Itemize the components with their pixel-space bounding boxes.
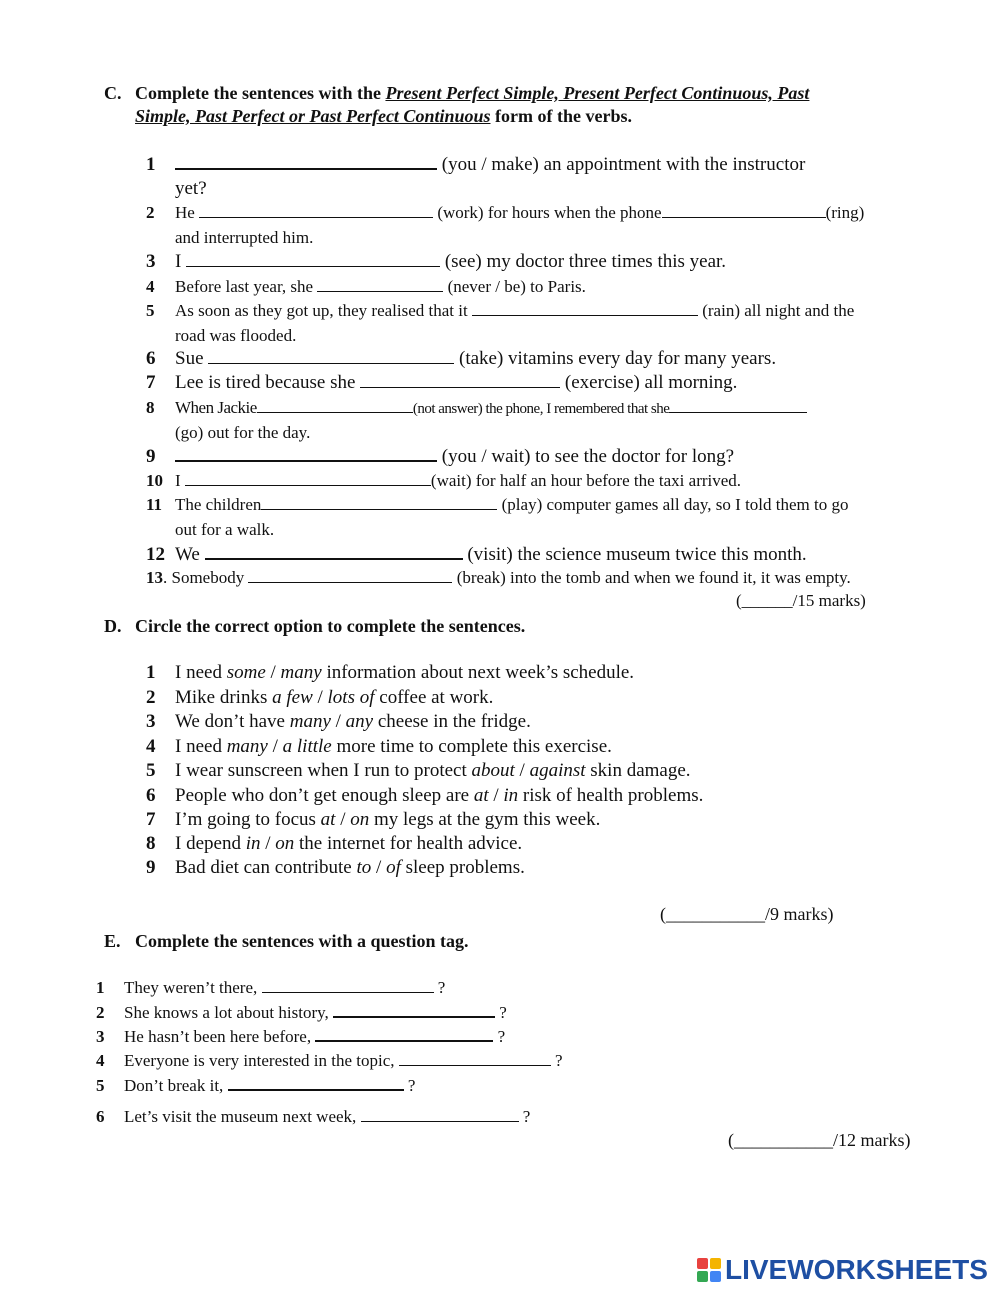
answer-blank[interactable] bbox=[186, 250, 440, 267]
question-mark: ? bbox=[493, 1027, 506, 1046]
answer-blank[interactable] bbox=[361, 1105, 519, 1122]
section-c-marks: (______/15 marks) bbox=[736, 591, 866, 610]
d-item-7 bbox=[146, 808, 946, 832]
item-text: She knows a lot about history, bbox=[124, 1003, 334, 1022]
option-1[interactable]: at bbox=[473, 785, 489, 806]
item-number: 12 bbox=[146, 544, 165, 565]
item-text: I need bbox=[175, 662, 227, 683]
item-number: 6 bbox=[96, 1107, 105, 1126]
item-text: I bbox=[175, 251, 187, 272]
item-text: Let’s visit the museum next week, bbox=[124, 1107, 361, 1126]
answer-blank[interactable] bbox=[185, 469, 431, 486]
c-item-2 bbox=[146, 201, 946, 225]
c-item-4 bbox=[146, 275, 946, 299]
item-text: coffee at work. bbox=[374, 687, 494, 708]
item-text: He bbox=[175, 203, 200, 222]
item-text: People who don’t get enough sleep are bbox=[175, 785, 474, 806]
item-text: risk of health problems. bbox=[518, 785, 704, 806]
item-number: 8 bbox=[146, 398, 155, 417]
item-text: (ring) bbox=[825, 203, 865, 222]
option-1[interactable]: many bbox=[289, 711, 331, 732]
section-d-heading bbox=[104, 615, 525, 638]
section-e-instr: Complete the sentences with a question tag. bbox=[135, 931, 469, 951]
answer-blank[interactable] bbox=[257, 396, 413, 413]
section-c-instr-start: Complete the sentences with the bbox=[135, 83, 386, 103]
section-e-heading bbox=[104, 930, 468, 953]
item-number: 3 bbox=[96, 1027, 105, 1046]
item-text: sleep problems. bbox=[400, 857, 525, 878]
question-mark: ? bbox=[433, 978, 446, 997]
question-mark: ? bbox=[518, 1107, 531, 1126]
item-number: 3 bbox=[146, 251, 156, 272]
answer-blank[interactable] bbox=[360, 371, 560, 388]
item-text: Before last year, she bbox=[175, 277, 318, 296]
question-mark: ? bbox=[403, 1076, 416, 1095]
item-number: 10 bbox=[146, 471, 163, 490]
c-item-1-cont: yet? bbox=[175, 178, 207, 199]
c-item-6 bbox=[146, 347, 946, 371]
option-2[interactable]: against bbox=[529, 760, 586, 781]
item-text: skin damage. bbox=[585, 760, 691, 781]
item-number: 2 bbox=[146, 203, 155, 222]
item-number: 5 bbox=[146, 760, 156, 781]
item-text: (you / wait) to see the doctor for long? bbox=[437, 446, 735, 467]
option-separator: / bbox=[267, 736, 283, 757]
item-number: 13 bbox=[146, 568, 163, 587]
c-item-8 bbox=[146, 396, 946, 421]
e-item-6 bbox=[96, 1105, 530, 1129]
item-text: (play) computer games all day, so I told them to go bbox=[497, 495, 849, 514]
answer-blank[interactable] bbox=[315, 1024, 493, 1042]
c-item-11 bbox=[146, 493, 946, 517]
answer-blank[interactable] bbox=[199, 201, 433, 218]
item-text: (break) into the tomb and when we found it, it was empty. bbox=[452, 568, 851, 587]
item-text: information about next week’s schedule. bbox=[321, 662, 635, 683]
item-text: As soon as they got up, they realised that it bbox=[175, 301, 472, 320]
liveworksheets-logo bbox=[697, 1254, 988, 1286]
item-number: 6 bbox=[146, 785, 156, 806]
item-text: We bbox=[175, 544, 205, 565]
option-2[interactable]: on bbox=[350, 809, 370, 830]
c-item-1 bbox=[146, 152, 946, 177]
item-number: 5 bbox=[146, 301, 155, 320]
d-item-3 bbox=[146, 710, 946, 734]
c-item-8-cont: (go) out for the day. bbox=[175, 423, 311, 442]
d-item-9 bbox=[146, 856, 946, 880]
item-number: 8 bbox=[146, 833, 156, 854]
option-1[interactable]: at bbox=[320, 809, 336, 830]
answer-blank[interactable] bbox=[261, 493, 497, 510]
e-item-3 bbox=[96, 1024, 505, 1049]
logo-text: LIVEWORKSHEETS bbox=[725, 1254, 988, 1285]
option-separator: / bbox=[312, 687, 328, 708]
item-text: my legs at the gym this week. bbox=[369, 809, 601, 830]
option-1[interactable]: many bbox=[226, 736, 268, 757]
item-text: Bad diet can contribute bbox=[175, 857, 357, 878]
e-item-2 bbox=[96, 1000, 507, 1025]
item-text: (not answer) the phone, I remembered that she bbox=[412, 401, 670, 417]
item-text: When Jackie bbox=[175, 398, 257, 417]
answer-blank[interactable] bbox=[399, 1049, 551, 1066]
item-text: the internet for health advice. bbox=[294, 833, 523, 854]
item-text: He hasn’t been here before, bbox=[124, 1027, 316, 1046]
item-text: Lee is tired because she bbox=[175, 372, 361, 393]
d-item-2 bbox=[146, 686, 946, 710]
option-2[interactable]: lots of bbox=[327, 687, 375, 708]
item-text: I depend bbox=[175, 833, 246, 854]
item-text: I bbox=[175, 471, 185, 490]
c-item-7 bbox=[146, 371, 946, 395]
c-item-2-cont: and interrupted him. bbox=[175, 228, 314, 247]
logo-square bbox=[710, 1258, 721, 1269]
c-item-11-cont: out for a walk. bbox=[175, 520, 275, 539]
item-number: 2 bbox=[96, 1003, 105, 1022]
answer-blank[interactable] bbox=[208, 347, 454, 364]
item-text: Don’t break it, bbox=[124, 1076, 228, 1095]
item-number: 9 bbox=[146, 857, 156, 878]
item-text: (exercise) all morning. bbox=[560, 372, 738, 393]
option-separator: / bbox=[260, 833, 276, 854]
answer-blank[interactable] bbox=[205, 542, 463, 560]
item-number: 5 bbox=[96, 1076, 105, 1095]
c-item-3 bbox=[146, 250, 946, 274]
e-item-5 bbox=[96, 1073, 415, 1098]
item-text: Sue bbox=[175, 348, 209, 369]
item-text: Mike drinks bbox=[175, 687, 273, 708]
answer-blank[interactable] bbox=[669, 396, 807, 413]
option-1[interactable]: some bbox=[226, 662, 266, 683]
item-number: 2 bbox=[146, 687, 156, 708]
logo-square bbox=[697, 1271, 708, 1282]
option-2[interactable]: a little bbox=[282, 736, 332, 757]
d-item-4 bbox=[146, 735, 946, 759]
answer-blank[interactable] bbox=[262, 976, 434, 993]
item-text: (see) my doctor three times this year. bbox=[440, 251, 727, 272]
c-item-5-cont: road was flooded. bbox=[175, 326, 297, 345]
item-text: Everyone is very interested in the topic, bbox=[124, 1051, 399, 1070]
section-c-instr-end: form of the verbs. bbox=[490, 106, 632, 126]
answer-blank[interactable] bbox=[175, 152, 437, 170]
e-item-4 bbox=[96, 1049, 563, 1073]
answer-blank[interactable] bbox=[228, 1073, 404, 1091]
option-2[interactable]: on bbox=[275, 833, 295, 854]
item-text: I need bbox=[175, 736, 227, 757]
item-number: 7 bbox=[146, 809, 156, 830]
item-number: 4 bbox=[146, 277, 155, 296]
option-separator: / bbox=[335, 809, 351, 830]
e-item-1 bbox=[96, 976, 445, 1000]
option-separator: / bbox=[371, 857, 387, 878]
item-number: 4 bbox=[146, 736, 156, 757]
item-number: 1 bbox=[146, 662, 156, 683]
item-text: I’m going to focus bbox=[175, 809, 321, 830]
c-item-10 bbox=[146, 469, 946, 493]
option-separator: / bbox=[330, 711, 346, 732]
section-d-marks: (___________/9 marks) bbox=[660, 904, 834, 924]
d-item-1 bbox=[146, 661, 946, 685]
answer-blank[interactable] bbox=[333, 1000, 495, 1018]
c-item-13 bbox=[146, 566, 946, 590]
section-d-letter: D. bbox=[104, 616, 122, 636]
c-item-9 bbox=[146, 444, 946, 469]
item-text: . Somebody bbox=[163, 568, 249, 587]
section-c-tenses-1: Present Perfect Simple, Present Perfect Continuous, Past bbox=[385, 83, 810, 103]
section-e-letter: E. bbox=[104, 931, 121, 951]
item-text: (never / be) to Paris. bbox=[443, 277, 586, 296]
item-text: cheese in the fridge. bbox=[373, 711, 531, 732]
answer-blank[interactable] bbox=[175, 444, 437, 462]
logo-square bbox=[697, 1258, 708, 1269]
item-text: We don’t have bbox=[175, 711, 290, 732]
item-number: 1 bbox=[96, 978, 105, 997]
answer-blank[interactable] bbox=[317, 275, 443, 292]
item-number: 7 bbox=[146, 372, 156, 393]
c-item-5 bbox=[146, 299, 946, 323]
option-2[interactable]: any bbox=[345, 711, 374, 732]
section-c-heading bbox=[104, 82, 809, 128]
item-text: They weren’t there, bbox=[124, 978, 262, 997]
item-number: 1 bbox=[146, 154, 156, 175]
item-text: I wear sunscreen when I run to protect bbox=[175, 760, 472, 781]
d-item-8 bbox=[146, 832, 946, 856]
question-mark: ? bbox=[495, 1003, 507, 1022]
answer-blank[interactable] bbox=[248, 566, 452, 583]
option-separator: / bbox=[514, 760, 530, 781]
answer-blank[interactable] bbox=[662, 201, 826, 218]
item-text: more time to complete this exercise. bbox=[331, 736, 612, 757]
option-1[interactable]: a few bbox=[272, 687, 313, 708]
option-2[interactable]: in bbox=[503, 785, 519, 806]
option-separator: / bbox=[488, 785, 504, 806]
option-1[interactable]: to bbox=[356, 857, 372, 878]
option-separator: / bbox=[265, 662, 281, 683]
option-2[interactable]: many bbox=[280, 662, 322, 683]
d-item-6 bbox=[146, 784, 946, 808]
option-1[interactable]: in bbox=[245, 833, 261, 854]
item-text: (rain) all night and the bbox=[697, 301, 855, 320]
section-c-letter: C. bbox=[104, 83, 122, 103]
logo-icon bbox=[697, 1258, 721, 1282]
item-text: The children bbox=[175, 495, 262, 514]
option-1[interactable]: about bbox=[471, 760, 515, 781]
logo-square bbox=[710, 1271, 721, 1282]
item-text: (take) vitamins every day for many years. bbox=[454, 348, 777, 369]
item-number: 6 bbox=[146, 348, 156, 369]
section-e-marks: (___________/12 marks) bbox=[728, 1130, 911, 1150]
item-number: 9 bbox=[146, 446, 156, 467]
item-number: 3 bbox=[146, 711, 156, 732]
d-item-5 bbox=[146, 759, 946, 783]
item-text: (wait) for half an hour before the taxi arrived. bbox=[430, 471, 742, 490]
answer-blank[interactable] bbox=[472, 299, 698, 316]
item-text: (you / make) an appointment with the instructor bbox=[437, 154, 806, 175]
item-number: 11 bbox=[146, 495, 163, 514]
section-d-instr: Circle the correct option to complete the sentences. bbox=[135, 616, 526, 636]
item-number: 4 bbox=[96, 1051, 105, 1070]
item-text: (work) for hours when the phone bbox=[433, 203, 662, 222]
section-c-tenses-2: Simple, Past Perfect or Past Perfect Continuous bbox=[135, 106, 491, 126]
item-text: (visit) the science museum twice this month. bbox=[462, 544, 807, 565]
c-item-12 bbox=[146, 542, 946, 567]
option-2[interactable]: of bbox=[386, 857, 401, 878]
question-mark: ? bbox=[550, 1051, 563, 1070]
